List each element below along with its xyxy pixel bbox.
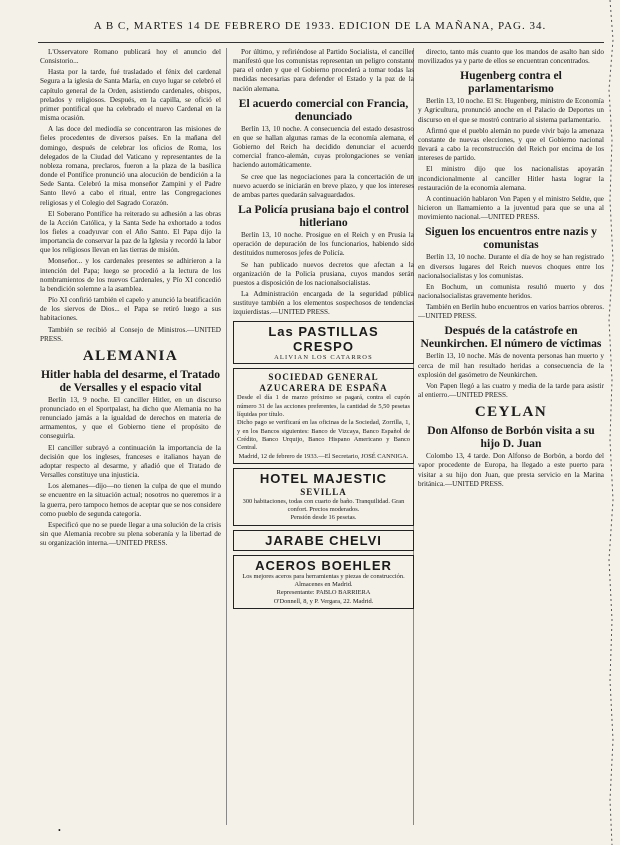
col1-paragraph: L'Osservatore Romano publicará hoy el anuncio del Consistorio... (40, 48, 221, 66)
col3-paragraph: En Bochum, un comunista resultó muerto y dos nacionalsocialistas gravemente heridos. (418, 282, 604, 300)
ad-sociedad-azucarera (233, 368, 414, 463)
ad-aceros-address: O'Donnell, 8, y P. Vergara, 22. Madrid. (273, 597, 374, 605)
col3-paragraph: Berlín 13, 10 noche. Durante el día de hoy se han registrado en diversos lugares del Reich nuevos choques entre los nacionalsocialistas y los comunistas. (418, 253, 604, 280)
ad-aceros-boehler (233, 555, 414, 609)
ad-aceros-rep: Representante: PABLO BARRIERA (276, 589, 371, 597)
col3-paragraph: El ministro dijo que los nacionalistas apoyarán incondicionalmente al canciller Hitler hasta lograr la restauración de la economía alemana. (418, 165, 604, 192)
ad-jarabe-chelvi (233, 530, 414, 551)
column-2 (233, 48, 414, 827)
col3-paragraph: También en Berlín hubo encuentros en varios barrios obreros.—UNITED PRESS. (418, 303, 604, 321)
col3-paragraph: A continuación hablaron Von Papen y el ministro Seldte, que hicieron un llamamiento a la juventud para que se una al movimiento nacional.—UNITED PRESS. (418, 194, 604, 222)
ad-hotel-majestic (233, 468, 414, 526)
col1-paragraph: El canciller subrayó a continuación la importancia de la decisión que los ingleses, franceses e italianos hayan de adoptar respecto al desarme, y añadió que el Tratado de Versalles constituye una injusticia. (40, 443, 221, 480)
ad-aceros-body: Los mejores aceros para herramientas y piezas de construcción. Almacenes en Madrid. (242, 572, 405, 588)
col2-paragraph: Por último, y refiriéndose al Partido Socialista, el canciller manifestó que los comunistas representan un peligro constante para el orden y que el Gobierno procederá a tomar todas las medidas necesarias para defender el Estado y la paz de la nación alemana. (233, 48, 414, 93)
ad-hotel-extra: Pensión desde 16 pesetas. (290, 514, 357, 522)
col2-paragraph: Berlín 13, 10 noche. A consecuencia del estado desastroso en que se hallan algunas ramas de la economía alemana, el Gobierno del Reich ha decidido denunciar el acuerdo comercial franco-alemán, cuyas prolongaciones se venían haciendo automáticamente. (233, 124, 414, 170)
ad-hotel-city: SEVILLA (300, 486, 347, 497)
section-heading-ceylan: CEYLAN (474, 404, 548, 421)
torn-edge-decoration (604, 0, 618, 845)
col1-paragraph: Los alemanes—dijo—no tienen la culpa de que el mundo se encuentre en la situación actual; nosotros no queremos ir a la guerra, pero tampoco hemos de aceptar que se nos considere como pueblo de segunda categoría. (40, 482, 221, 518)
column-3 (418, 48, 604, 827)
col3-paragraph: Afirmó que el pueblo alemán no puede vivir bajo la amenaza constante de nuevas elecciones, y que el Gobierno nacional llevará a cabo la reconstrucción del Reich por encima de los intereses de partido. (418, 126, 604, 163)
col1-paragraph: El Soberano Pontífice ha reiterado su adhesión a las obras de la Acción Católica, y la Santa Sede ha exhortado a todos los fieles a coadyuvar con el Año Santo. El Papa dijo la importancia de conservar la paz de la Iglesia y recordó la labor que los religiosos llevan en las tierras de misión. (40, 209, 221, 255)
ad-sociedad-signature: Madrid, 12 de febrero de 1933.—El Secretario, JOSÉ CANNIGA. (238, 452, 409, 460)
col1-paragraph: Pío XI confirió también el capelo y anunció la beatificación de los siervos de Dios... el Papa se retiró luego a sus habitaciones. (40, 296, 221, 323)
ad-aceros-name: ACEROS BOEHLER (255, 557, 392, 573)
headline-acuerdo-comercial: El acuerdo comercial con Francia, denunciado (238, 96, 409, 123)
col1-paragraph: Monseñor... y los cardenales presentes se adhirieron a la intención del Papa; luego se procedió a la lectura de los nombramientos de los nuevos Cardenales, y Pío XI concedió la bendición solemne a la asamblea. (40, 257, 221, 293)
column-divider-1 (226, 48, 227, 825)
headline-policia-prusiana: La Policía prusiana bajo el control hitleriano (238, 203, 409, 230)
headline-hitler: Hitler habla del desarme, el Tratado de Versalles y el espacio vital (40, 367, 221, 394)
col3-paragraph: Berlín 13, 10 noche. El Sr. Hugenberg, ministro de Economía y Agricultura, pronunció anoche en el Palacio de Deportes un discurso en el que se mostró contrario al sistema parlamentario. (418, 97, 604, 124)
col1-paragraph: Berlín 13, 9 noche. El canciller Hitler, en un discurso pronunciado en el Sportpalast, ha dicho que Alemania no ha renunciado jamás a la igualdad de derechos en materia de armamentos, y que el Gobierno tiene el propósito de conseguirla. (40, 395, 221, 441)
ad-pastillas-crespo (233, 321, 414, 364)
col3-paragraph: Colombo 13, 4 tarde. Don Alfonso de Borbón, a bordo del vapor procedente de Europa, ha llegado a este puerto para visitar a su hijo don Juan, que presta servicio en la Marina británica.—UNITED PRESS. (418, 452, 604, 488)
ad-jarabe-name: JARABE CHELVI (265, 532, 382, 548)
ad-sociedad-title2: AZUCARERA DE ESPAÑA (259, 383, 388, 394)
col2-paragraph: Se cree que las negociaciones para la concertación de un nuevo acuerdo se iniciarán en breve plazo, y que los intereses de ambas partes quedarán salvaguardados. (233, 172, 414, 199)
col1-paragraph: Hasta por la tarde, fué trasladado el fénix del cardenal Segura a la iglesia de Santa María, en cuyo lugar se celebró el capítulo general de la Orden, asistiendo cardenales, obispos, prelados y religiosos. Después, en la capilla, se ofició el primer pontifical que ha celebrado el nuevo Cardenal en la misma ocasión. (40, 68, 221, 123)
ad-pastillas-name: Las PASTILLAS CRESPO (268, 324, 379, 355)
headline-alfonso: Don Alfonso de Borbón visita a su hijo D. Juan (427, 424, 595, 451)
masthead-rule (38, 42, 604, 43)
column-1 (40, 48, 221, 827)
ad-sociedad-body: Desde el día 1 de marzo próximo se pagará, contra el cupón número 31 de las acciones preferentes, la cantidad de 5,50 pesetas líquidas por título. (237, 394, 410, 419)
col2-paragraph: La Administración encargada de la seguridad pública sustituye también a los elementos sospechosos de tendencias izquierdistas.—UNITED PRESS. (233, 289, 414, 317)
col2-paragraph: Se han publicado nuevos decretos que afectan a la organización de la Policía prusiana, cuyos mandos serán puestos a disposición de los nacionalsocialistas. (233, 260, 414, 287)
ad-sociedad-body: Dicho pago se verificará en las oficinas de la Sociedad, Zorrilla, 1, y en los Bancos siguientes: Banco de Vizcaya, Banco Español de Crédito, Banco Urquijo, Banco Hispano Americano y Banco Central. (237, 419, 410, 452)
headline-encuentros: Siguen los encuentros entre nazis y comunistas (425, 225, 597, 252)
ad-sociedad-title1: SOCIEDAD GENERAL (268, 372, 379, 383)
col1-paragraph: A las doce del mediodía se concentraron las misiones de fieles procedentes de diversos países. En la mañana del domingo, después de celebrar los oficios de Roma, los delegados de la Ciudad del Vaticano y representantes de la nobleza romana, preclaros, fueron a la plaza de la basílica donde el Pontífice pronunció una alocución de bendición a la Sede Santa. Celebró la misa monseñor Zampini y el Padre Santo llevó a cabo el ritual, entre las Congregaciones religiosas y el Colegio del Sagrado Corazón. (40, 125, 221, 207)
section-heading-alemania: ALEMANIA (82, 347, 179, 364)
ad-hotel-body: 300 habitaciones, todas con cuarto de baño. Tranquilidad. Gran confort. Precios moderados. (242, 497, 405, 514)
ad-hotel-name: HOTEL MAJESTIC (259, 470, 388, 486)
col3-paragraph: Von Papen llegó a las cuatro y media de la tarde para asistir al entierro.—UNITED PRESS. (418, 381, 604, 400)
col1-paragraph: También se recibió al Consejo de Ministros.—UNITED PRESS. (40, 325, 221, 343)
headline-hugenberg: Hugenberg contra el parlamentarismo (460, 69, 562, 96)
masthead: A B C, MARTES 14 DE FEBRERO DE 1933. EDICION DE LA MAÑANA, PAG. 34. (93, 20, 547, 32)
page-marker: • (58, 826, 61, 835)
col1-paragraph: Especificó que no se puede llegar a una solución de la crisis sin que Alemania recobre su plena soberanía y la libertad de su organización interna.—UNITED PRESS. (40, 520, 221, 548)
col2-paragraph: Berlín 13, 10 noche. Prosigue en el Reich y en Prusia la operación de depuración de los funcionarios, habiendo sido destituidos numerosos jefes de Policía. (233, 231, 414, 258)
col3-paragraph: Berlín 13, 10 noche. Más de noventa personas han muerto y cerca de mil han resultado heridas a consecuencia de la explosión del gasómetro de Neunkirchen. (418, 352, 604, 379)
col3-paragraph: directo, tanto más cuanto que los mandos de asalto han sido movilizados ya y parte de ellos se encuentran concentrados. (418, 48, 604, 66)
headline-neunkirchen: Después de la catástrofe en Neunkirchen. El número de víctimas (420, 324, 602, 351)
ad-pastillas-sub: ALIVIAN LOS CATARROS (274, 354, 373, 362)
